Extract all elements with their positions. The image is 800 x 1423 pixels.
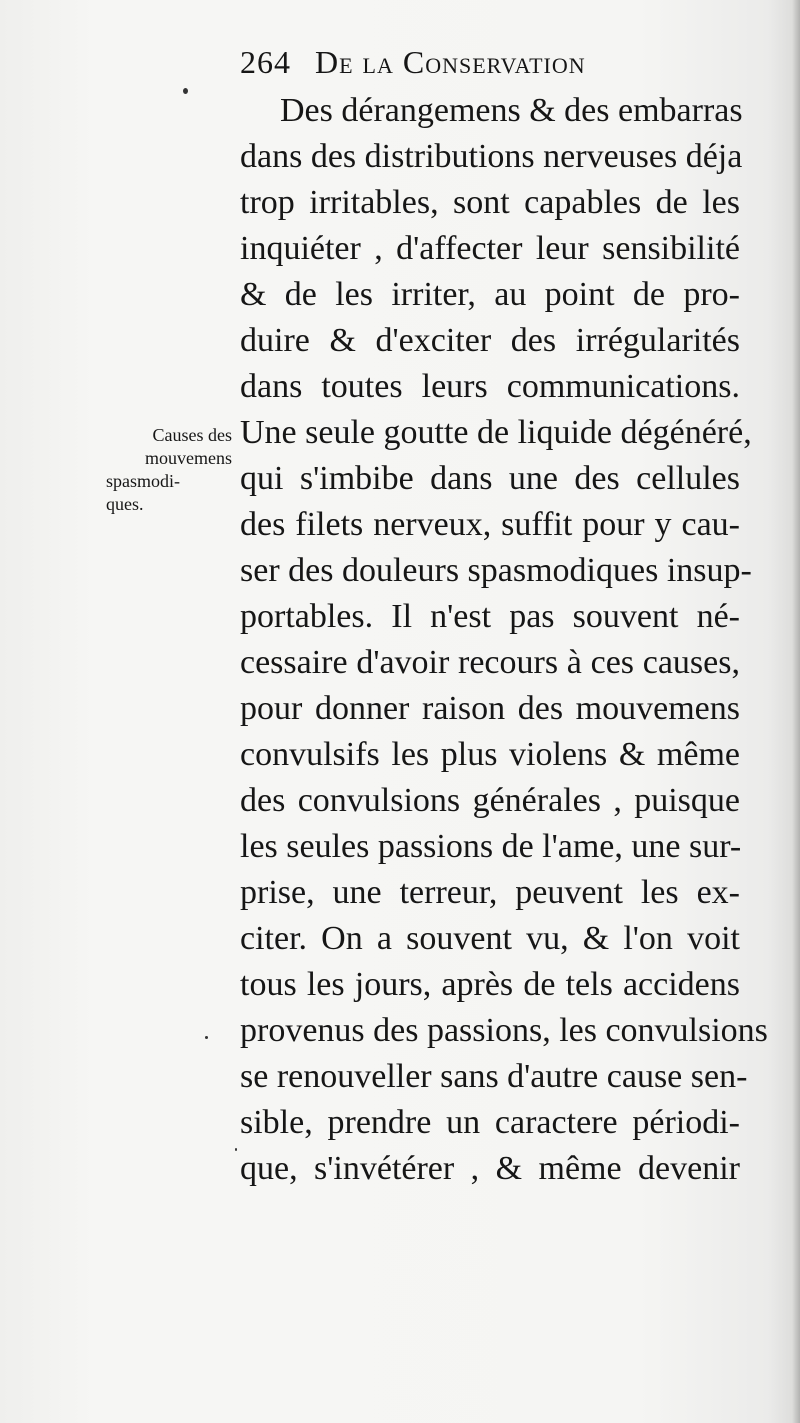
text-line: dans toutes leurs communications.: [240, 368, 740, 405]
text-line: & de les irriter, au point de pro-: [240, 276, 740, 313]
running-header: [240, 40, 700, 84]
text-line: des convulsions générales , puisque: [240, 782, 740, 819]
margin-note-line: spasmodi-: [106, 471, 180, 491]
page-number: 264: [240, 44, 291, 80]
margin-note-line: mouvemens: [145, 448, 232, 468]
text-line: cessaire d'avoir recours à ces causes,: [240, 644, 740, 681]
text-line: Des dérangemens & des embarras: [280, 92, 743, 129]
text-line: citer. On a souvent vu, & l'on voit: [240, 920, 740, 957]
running-title: De la Conservation: [315, 44, 586, 80]
text-line: portables. Il n'est pas souvent né-: [240, 598, 740, 635]
ink-speck: [205, 1036, 208, 1039]
text-line: sible, prendre un caractere périodi-: [240, 1104, 740, 1141]
main-text: [240, 88, 768, 1192]
text-line: inquiéter , d'affecter leur sensibilité: [240, 230, 740, 267]
margin-note: [100, 424, 232, 516]
text-line: dans des distributions nerveuses déja: [240, 138, 743, 175]
ink-speck: [183, 88, 188, 94]
text-line: duire & d'exciter des irrégularités: [240, 322, 740, 359]
text-line: les seules passions de l'ame, une sur-: [240, 828, 742, 865]
text-line: pour donner raison des mouvemens: [240, 690, 740, 727]
text-line: ser des douleurs spasmodiques insup-: [240, 552, 752, 589]
text-line: provenus des passions, les convulsions: [240, 1012, 768, 1049]
text-line: prise, une terreur, peuvent les ex-: [240, 874, 740, 911]
text-line: Une seule goutte de liquide dégénéré,: [240, 414, 752, 451]
text-line: tous les jours, après de tels accidens: [240, 966, 740, 1003]
margin-note-line: Causes des: [152, 425, 232, 445]
text-line: que, s'invétérer , & même devenir: [240, 1150, 740, 1187]
text-line: trop irritables, sont capables de les: [240, 184, 740, 221]
text-line: des filets nerveux, suffit pour y cau-: [240, 506, 740, 543]
page-edge-shadow: [792, 0, 800, 1423]
text-line: qui s'imbibe dans une des cellules: [240, 460, 740, 497]
text-line: se renouveller sans d'autre cause sen-: [240, 1058, 748, 1095]
margin-note-line: ques.: [106, 494, 144, 514]
text-line: convulsifs les plus violens & même: [240, 736, 740, 773]
ink-speck: [235, 1148, 237, 1151]
